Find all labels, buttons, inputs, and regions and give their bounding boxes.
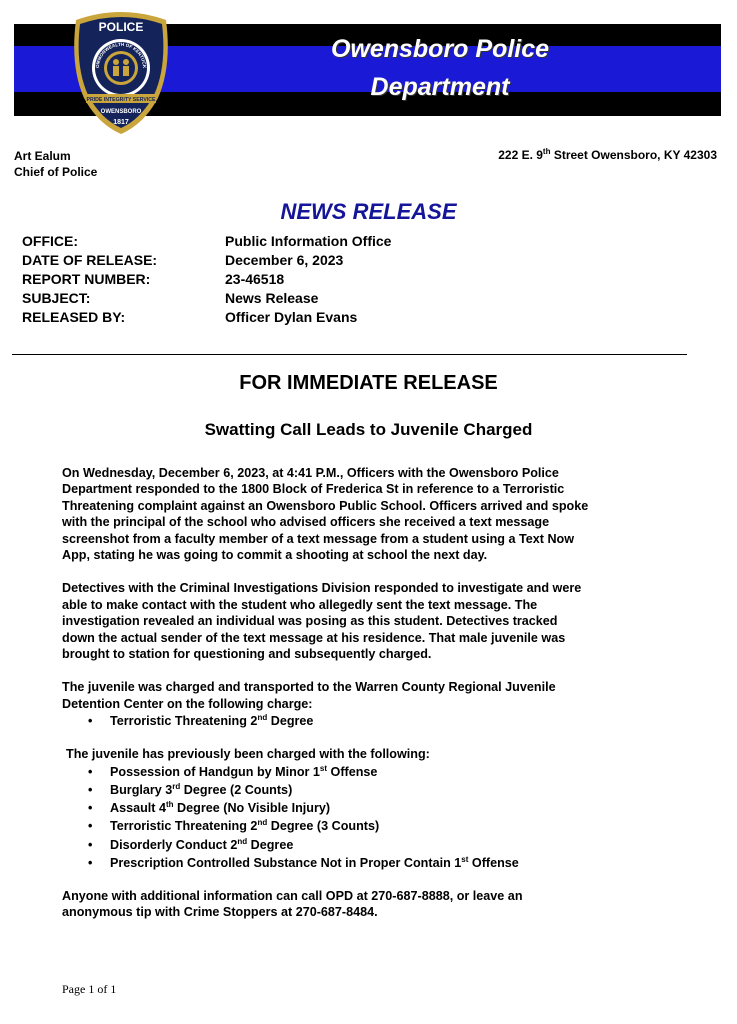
info-value: News Release	[225, 290, 319, 306]
text-line: with the principal of the school who advised officers she received a text message	[62, 515, 550, 530]
paragraph-charge	[62, 679, 692, 712]
text-line: Anyone with additional information can call OPD at 270-687-8888, or leave an	[62, 889, 523, 903]
badge-top-text: POLICE	[98, 20, 144, 34]
info-row-subject	[22, 289, 391, 308]
chief-name: Art Ealum	[14, 149, 71, 163]
immediate-release-heading: FOR IMMEDIATE RELEASE	[239, 372, 498, 394]
text-line: investigation revealed an individual was posing as this student. Detectives tracked	[62, 614, 558, 629]
text-line: Department responded to the 1800 Block of Frederica St in reference to a Terroristic	[62, 482, 565, 497]
news-release-title: NEWS RELEASE	[280, 199, 457, 224]
text-line: Detention Center on the following charge:	[62, 696, 313, 711]
info-label: DATE OF RELEASE:	[22, 252, 158, 268]
info-label: REPORT NUMBER:	[22, 271, 151, 287]
list-item: • Burglary 3rd Degree (2 Counts)	[62, 781, 692, 799]
info-label: RELEASED BY:	[22, 309, 126, 325]
text-line: anonymous tip with Crime Stoppers at 270-687-8484.	[62, 905, 378, 920]
text-line: App, stating he was going to commit a shooting at school the next day.	[62, 548, 488, 563]
address-sup: th	[542, 147, 551, 156]
list-item: • Terroristic Threatening 2nd Degree	[62, 712, 692, 730]
badge-year: 1817	[113, 119, 129, 126]
text-line: down the actual sender of the text message at his residence. That male juvenile was	[62, 630, 566, 645]
info-value: Officer Dylan Evans	[225, 309, 358, 325]
badge-motto: PRIDE INTEGRITY SERVICE	[86, 97, 156, 103]
text-line: On Wednesday, December 6, 2023, at 4:41 P.M., Officers with the Owensboro Police	[62, 466, 559, 480]
badge-ring-text: OMMONWEALTH OF KENTUCK	[94, 41, 148, 69]
page-number: Page 1 of 1	[62, 982, 117, 996]
department-title-line1: Owensboro Police	[330, 35, 550, 63]
address-pre: 222 E. 9	[498, 148, 543, 162]
paragraph-closing	[62, 888, 692, 921]
text-line: The juvenile was charged and transported to the Warren County Regional Juvenile	[62, 680, 556, 695]
release-info-table	[22, 232, 391, 327]
info-row-date	[22, 251, 391, 270]
text-line: able to make contact with the student who allegedly sent the text message. The	[62, 597, 538, 612]
prior-charges-intro: The juvenile has previously been charged with the following:	[66, 747, 430, 762]
text-line: screenshot from a faculty member of a text message from a student using a Text Now	[62, 531, 575, 546]
text-line: Detectives with the Criminal Investigations Division responded to investigate and were	[62, 581, 582, 596]
info-row-report-number	[22, 270, 391, 289]
info-value: December 6, 2023	[225, 252, 344, 268]
prior-charges-list	[62, 763, 692, 872]
list-item: • Possession of Handgun by Minor 1st Offense	[62, 763, 692, 781]
info-label: OFFICE:	[22, 233, 78, 249]
chief-block	[14, 148, 97, 180]
department-address	[498, 148, 717, 162]
paragraph-incident	[62, 465, 692, 563]
release-headline: Swatting Call Leads to Juvenile Charged	[204, 420, 533, 439]
list-item: • Terroristic Threatening 2nd Degree (3 Counts)	[62, 817, 692, 835]
info-value: 23-46518	[225, 271, 285, 287]
badge-city: OWENSBORO	[100, 109, 142, 115]
department-title-line2: Department	[370, 73, 510, 101]
chief-title: Chief of Police	[14, 165, 98, 179]
police-badge-logo	[66, 6, 176, 138]
release-body	[62, 465, 692, 921]
list-item: • Disorderly Conduct 2nd Degree	[62, 836, 692, 854]
list-item: • Prescription Controlled Substance Not in Proper Contain 1st Offense	[62, 854, 692, 872]
text-line: brought to station for questioning and subsequently charged.	[62, 647, 432, 662]
paragraph-investigation	[62, 580, 692, 662]
section-divider	[12, 354, 687, 355]
list-item: • Assault 4th Degree (No Visible Injury)	[62, 799, 692, 817]
department-title	[220, 30, 660, 106]
current-charges-list	[62, 712, 692, 730]
info-row-released-by	[22, 308, 391, 327]
text-line: Threatening complaint against an Owensboro Public School. Officers arrived and spoke	[62, 498, 589, 513]
info-row-office	[22, 232, 391, 251]
address-post: Street Owensboro, KY 42303	[550, 148, 717, 162]
info-value: Public Information Office	[225, 233, 392, 249]
info-label: SUBJECT:	[22, 290, 91, 306]
